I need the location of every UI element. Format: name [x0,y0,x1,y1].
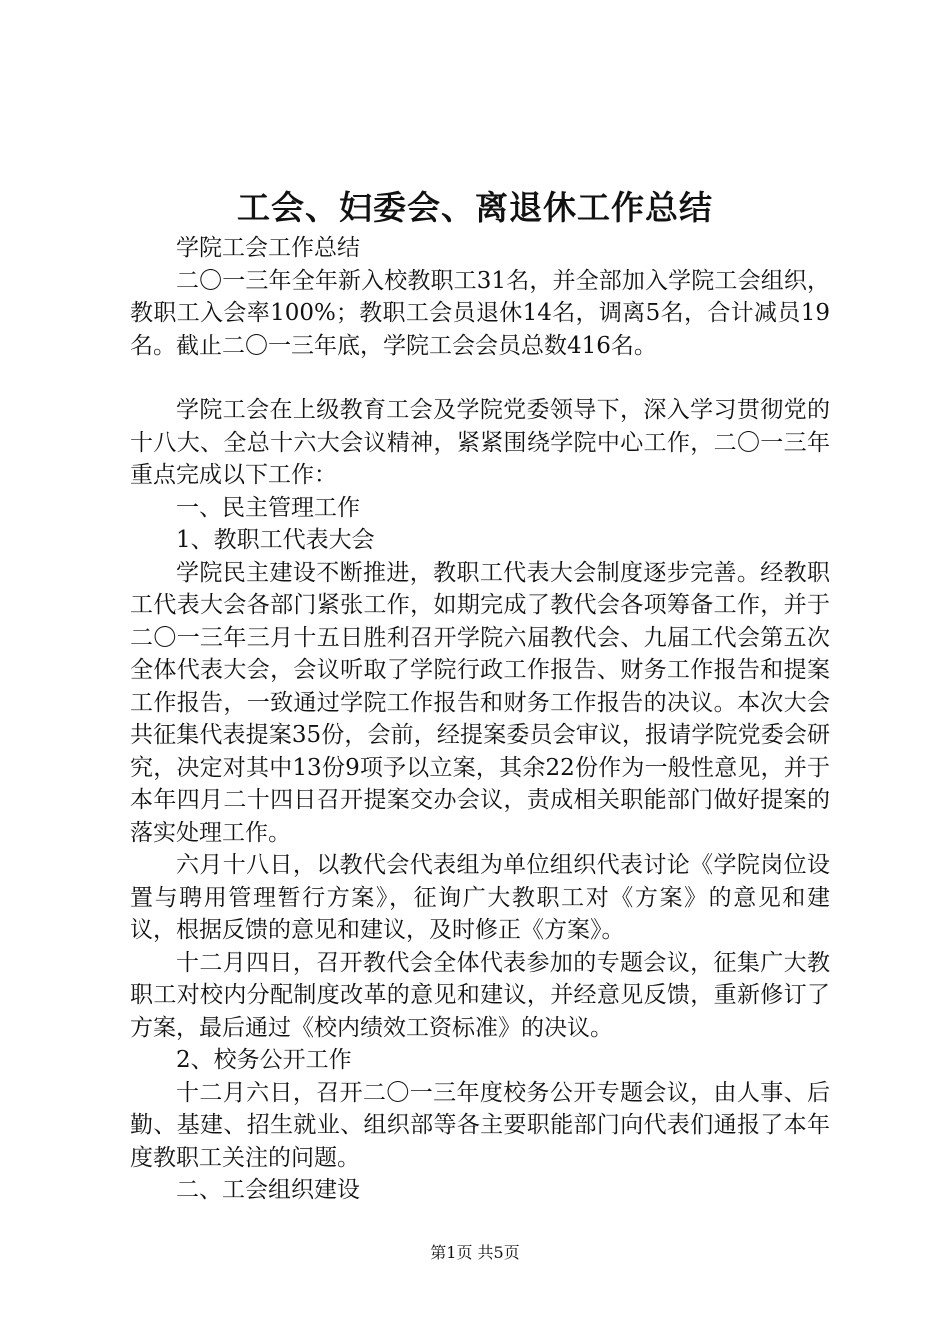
paragraph: 学院工会在上级教育工会及学院党委领导下，深入学习贯彻党的十八大、全总十六大会议精神，紧紧围绕学院中心工作，二〇一三年重点完成以下工作： [130,397,830,488]
paragraph: 学院民主建设不断推进，教职工代表大会制度逐步完善。经教职工代表大会各部门紧张工作，如期完成了教代会各项筹备工作，并于二〇一三年三月十五日胜利召开学院六届教代会、九届工代会第五次全体代表大会，会议听取了学院行政工作报告、财务工作报告和提案工作报告，一致通过学院工作报告和财务工作报告的决议。本次大会共征集代表提案35份，会前，经提案委员会审议，报请学院党委会研究，决定对其中13份9项予以立案，其余22份作为一般性意见，并于本年四月二十四日召开提案交办会议，责成相关职能部门做好提案的落实处理工作。 [130,559,830,846]
paragraph: 六月十八日，以教代会代表组为单位组织代表讨论《学院岗位设置与聘用管理暂行方案》，征询广大教职工对《方案》的意见和建议，根据反馈的意见和建议，及时修正《方案》。 [130,852,830,943]
section-heading: 二、工会组织建设 [176,1177,360,1203]
subsection-heading: 2、校务公开工作 [176,1047,352,1073]
document-title: 工会、妇委会、离退休工作总结 [237,188,713,227]
document-body [130,232,830,1207]
paragraph: 二〇一三年全年新入校教职工31名，并全部加入学院工会组织，教职工入会率100%；教职工会员退休14名，调离5名，合计减员19名。截止二〇一三年底，学院工会会员总数416名。 [130,267,830,359]
paragraph: 十二月六日，召开二〇一三年度校务公开专题会议，由人事、后勤、基建、招生就业、组织部等各主要职能部门向代表们通报了本年度教职工关注的问题。 [130,1079,830,1171]
section-heading: 学院工会工作总结 [176,235,360,261]
section-heading: 一、民主管理工作 [176,494,360,521]
page-footer: 第1页 共5页 [430,1243,520,1262]
paragraph: 十二月四日，召开教代会全体代表参加的专题会议，征集广大教职工对校内分配制度改革的意见和建议，并经意见反馈，重新修订了方案，最后通过《校内绩效工资标准》的决议。 [130,949,830,1041]
subsection-heading: 1、教职工代表大会 [176,527,375,553]
